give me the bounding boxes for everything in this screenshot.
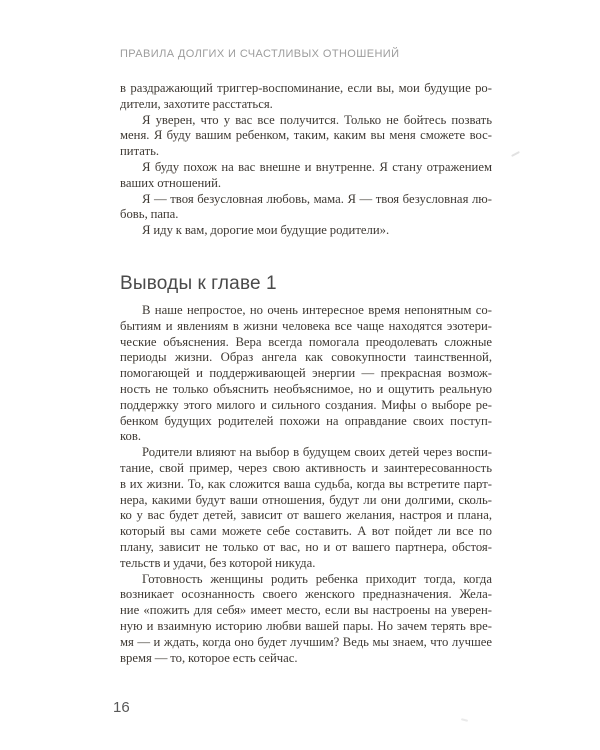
text-line: Готовность женщины родить ребенка приходит тогда, когда xyxy=(142,571,492,586)
text-line: ную и взаимную историю любви вашей пары. Но зачем терять вре- xyxy=(120,618,492,633)
text-line: меня. Я буду вашим ребенком, таким, каким вы меня сможете вос- xyxy=(120,128,492,143)
page-number: 16 xyxy=(113,699,130,716)
text-line: ческие объяснения. Вера всегда помогала преодолевать сложные xyxy=(120,334,492,349)
text-line: мя — и ждать, когда оно будет лучшим? Ведь мы знаем, что лучшее xyxy=(120,634,492,649)
paragraph xyxy=(120,192,492,224)
scan-artifact xyxy=(461,718,468,722)
text-line: ков. xyxy=(120,429,142,444)
text-line: тельств и удачи, без которой никуда. xyxy=(120,555,316,570)
text-line: Я — твоя безусловная любовь, мама. Я — твоя безусловная лю- xyxy=(142,191,492,206)
text-line: в их жизни. То, как сложится ваша судьба, когда вы встретите парт- xyxy=(120,476,492,491)
text-line: возникает осознанность своего женского предназначения. Жела- xyxy=(120,587,492,602)
paragraph xyxy=(120,572,492,667)
text-line: который вы сами можете себе составить. А вот пойдет ли все по xyxy=(120,524,492,539)
paragraph xyxy=(120,445,492,571)
text-line: ко у вас будет детей, зависит от вашего желания, настроя и плана, xyxy=(120,508,492,523)
text-line: в раздражающий триггер-воспоминание, если вы, мои будущие ро- xyxy=(120,81,492,95)
text-line: Родители влияют на выбор в будущем своих детей через воспи- xyxy=(142,445,492,460)
text-line: бенком будущих родителей похожи на оправдание своих поступ- xyxy=(120,413,492,428)
running-header: ПРАВИЛА ДОЛГИХ И СЧАСТЛИВЫХ ОТНОШЕНИЙ xyxy=(120,48,400,60)
text-line: Я буду похож на вас внешне и внутренне. Я стану отражением xyxy=(142,159,492,174)
text-line: периоды жизни. Образ ангела как совокупности таинственной, xyxy=(120,350,492,365)
text-line: бовь, папа. xyxy=(120,207,179,222)
text-line: Я уверен, что у вас все получится. Только не бойтесь позвать xyxy=(142,112,492,127)
text-column xyxy=(120,81,492,666)
text-line: плану, зависит не только от вас, но и от вашего партнера, обстоя- xyxy=(120,539,492,554)
text-line: ние «пожить для себя» имеет место, если вы настроены на уверен- xyxy=(120,603,492,618)
text-line: дители, захотите расстаться. xyxy=(120,96,273,111)
paragraph xyxy=(120,81,492,113)
section-heading: Выводы к главе 1 xyxy=(120,272,277,294)
text-line: поддержку этого милого и сильного создания. Мифы о выборе ре- xyxy=(120,397,492,412)
text-line: ность не только объяснить необъяснимое, но и ощутить реальную xyxy=(120,381,492,396)
paragraph xyxy=(120,223,492,239)
text-line: тание, свой пример, через свою активность и заинтересованность xyxy=(120,460,492,475)
text-line: питать. xyxy=(120,144,160,159)
text-line: время — то, которое есть сейчас. xyxy=(120,650,298,665)
paragraph xyxy=(120,303,492,445)
text-line: нера, какими будут ваши отношения, будут ли они долгими, сколь- xyxy=(120,492,492,507)
scan-artifact xyxy=(511,151,520,157)
text-line: помогающей и поддерживающей энергии — прекрасная возмож- xyxy=(120,366,492,381)
text-line: бытиям и явлениям в жизни человека все чаще находятся эзотери- xyxy=(120,318,492,333)
text-line: В наше непростое, но очень интересное время непонятным со- xyxy=(142,302,492,317)
paragraph xyxy=(120,160,492,192)
text-line: ваших отношений. xyxy=(120,175,222,190)
text-line: Я иду к вам, дорогие мои будущие родители». xyxy=(142,223,390,238)
paragraph xyxy=(120,113,492,160)
